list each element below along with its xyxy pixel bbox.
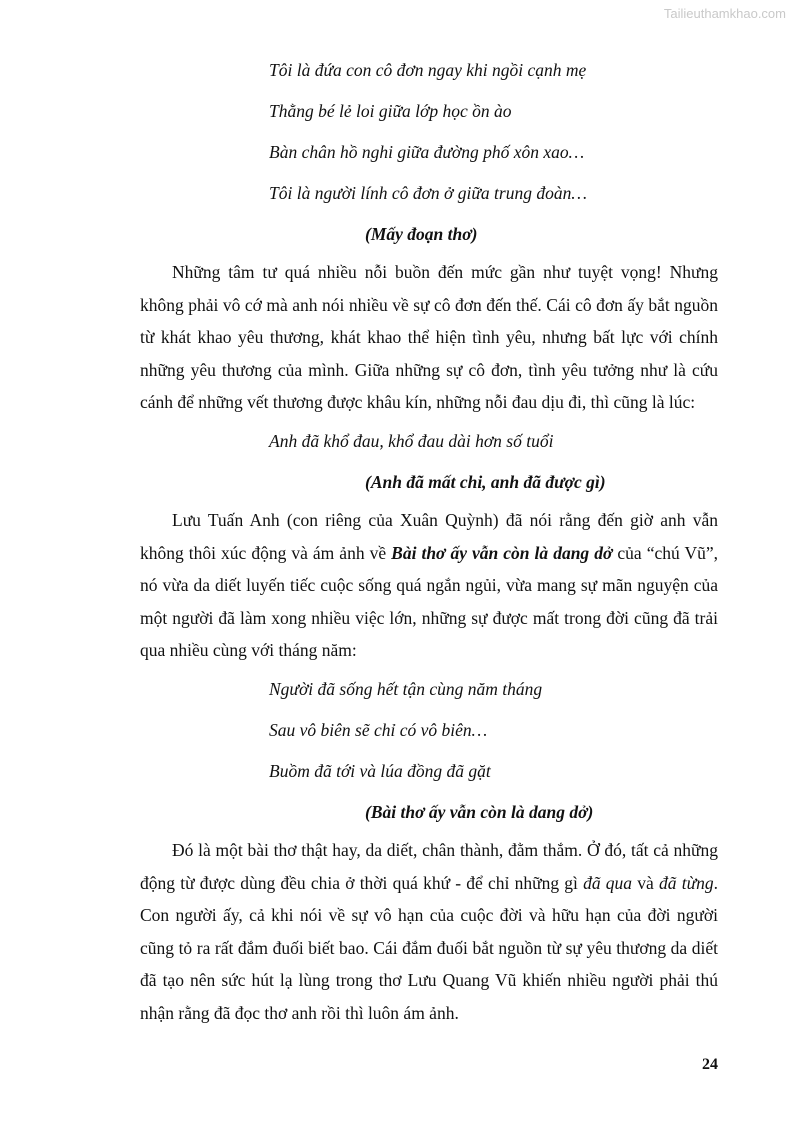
poem-line: Thằng bé lẻ loi giữa lớp học ồn ào xyxy=(269,101,512,121)
poem-line: Tôi là người lính cô đơn ở giữa trung đoàn… xyxy=(269,183,587,203)
poem-title-emphasis: Bài thơ ấy vẫn còn là dang dở xyxy=(391,542,613,563)
poem-line: Bàn chân hồ nghi giữa đường phố xôn xao… xyxy=(269,142,585,162)
poem-source: (Bài thơ ấy vẫn còn là dang dở) xyxy=(365,801,594,822)
poem-block-1 xyxy=(140,52,718,256)
watermark: Tailieuthamkhao.com xyxy=(663,6,786,21)
page-content xyxy=(140,52,718,1034)
italic-phrase: đã qua xyxy=(583,872,633,893)
poem-line: Tôi là đứa con cô đơn ngay khi ngồi cạnh mẹ xyxy=(269,60,587,80)
poem-block-2 xyxy=(140,423,718,504)
poem-block-3 xyxy=(140,671,718,834)
paragraph-text: . Con người ấy, cả khi nói về sự vô hạn của cuộc đời và hữu hạn của đời người cũng tỏ ra rất đắm đuối biết bao. Cái đắm đuối bắt nguồn từ sự yêu thương da diết đã tạo nên sức hút lạ lùng trong thơ Lưu Quang Vũ khiến nhiều người phải thú nhận rằng đã đọc thơ anh rồi thì luôn ám ảnh. xyxy=(140,872,718,1023)
paragraph-text: Lưu Tuấn Anh (con riêng của Xuân Quỳnh) đã nói rằng đến giờ anh vẫn không thôi xúc động và ám ảnh về xyxy=(140,509,718,563)
poem-source: (Mấy đoạn thơ) xyxy=(365,224,478,244)
paragraph-2 xyxy=(140,504,718,667)
page-number: 24 xyxy=(702,1056,718,1073)
poem-line: Sau vô biên sẽ chỉ có vô biên… xyxy=(269,719,488,740)
paragraph-text: Đó là một bài thơ thật hay, da diết, chân thành, đằm thắm. Ở đó, tất cả những động từ được dùng đều chia ở thời quá khứ - để chỉ những gì xyxy=(140,839,718,893)
poem-line: Người đã sống hết tận cùng năm tháng xyxy=(269,678,543,699)
italic-phrase: đã từng xyxy=(659,872,714,893)
paragraph-1: Những tâm tư quá nhiều nỗi buồn đến mức gần như tuyệt vọng! Nhưng không phải vô cớ mà anh nói nhiều về sự cô đơn đến thế. Cái cô đơn ấy bắt nguồn từ khát khao yêu thương, khát khao thể hiện tình yêu, nhưng bất lực với chính những yêu thương của mình. Giữa những sự cô đơn, tình yêu tưởng như là cứu cánh để những vết thương được khâu kín, những nỗi đau dịu đi, thì cũng là lúc: xyxy=(140,262,718,413)
poem-line: Anh đã khổ đau, khổ đau dài hơn số tuổi xyxy=(269,430,554,451)
paragraph-text: và xyxy=(632,872,659,893)
paragraph-3 xyxy=(140,834,718,1030)
poem-source: (Anh đã mất chi, anh đã được gì) xyxy=(365,471,606,492)
paragraph-text: của “chú Vũ”, nó vừa da diết luyến tiếc cuộc sống quá ngắn ngủi, vừa mang sự mãn nguyện của một người đã làm xong nhiều việc lớn, những sự được mất trong đời cũng đã trải qua nhiều cùng với tháng năm: xyxy=(140,542,718,661)
poem-line: Buồm đã tới và lúa đồng đã gặt xyxy=(269,760,491,781)
